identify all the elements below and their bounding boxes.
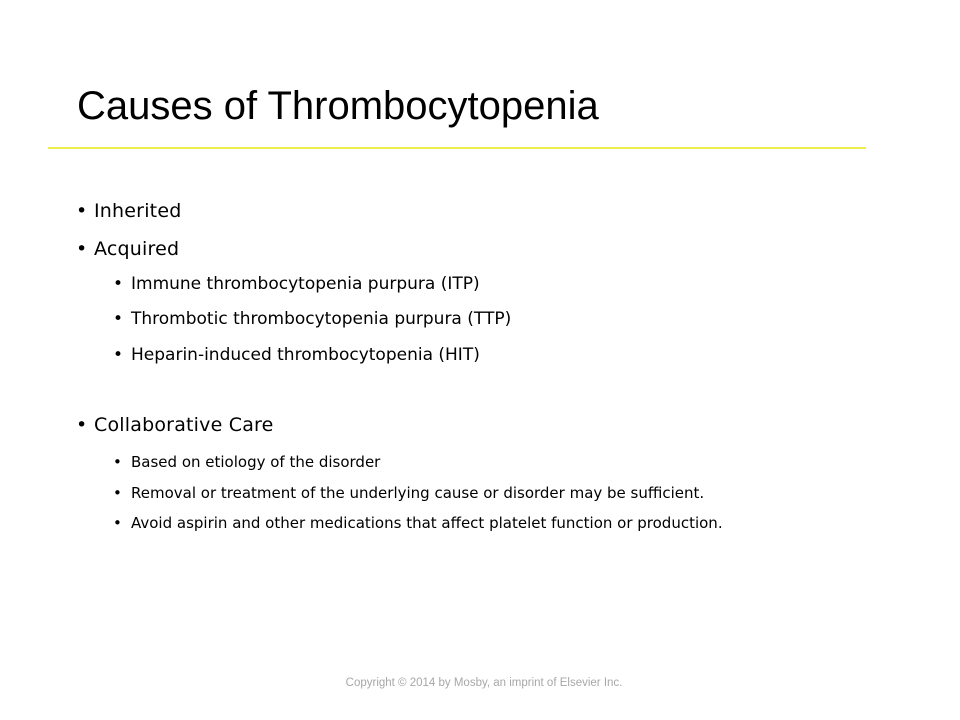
sub-bullet-hit <box>113 343 480 367</box>
sub-bullet-text: Based on etiology of the disorder <box>131 453 381 471</box>
bullet-dot-icon: • <box>113 309 124 329</box>
sub-bullet-removal <box>113 481 705 505</box>
sub-bullet-text: Avoid aspirin and other medications that affect platelet function or production. <box>131 514 723 532</box>
sub-bullet-itp <box>113 272 480 296</box>
sub-bullet-text: Removal or treatment of the underlying cause or disorder may be sufficient. <box>131 484 705 502</box>
sub-bullet-text: Immune thrombocytopenia purpura (ITP) <box>131 274 480 294</box>
bullet-dot-icon: • <box>113 453 122 471</box>
bullet-dot-icon: • <box>113 345 124 365</box>
bullet-text: Acquired <box>94 238 180 260</box>
bullet-acquired <box>76 236 180 262</box>
bullet-inherited <box>76 198 182 224</box>
bullet-collaborative-care <box>76 412 274 438</box>
bullet-dot-icon: • <box>76 200 88 222</box>
bullet-dot-icon: • <box>113 274 124 294</box>
sub-bullet-text: Thrombotic thrombocytopenia purpura (TTP) <box>131 309 512 329</box>
title-divider <box>48 147 866 149</box>
bullet-dot-icon: • <box>76 238 88 260</box>
copyright-text: Copyright © 2014 by Mosby, an imprint of Elsevier Inc. <box>345 677 623 689</box>
sub-bullet-text: Heparin-induced thrombocytopenia (HIT) <box>131 345 480 365</box>
copyright-footer <box>0 677 960 689</box>
bullet-dot-icon: • <box>113 484 122 502</box>
bullet-dot-icon: • <box>113 514 122 532</box>
slide-title: Causes of Thrombocytopenia <box>77 84 599 128</box>
bullet-text: Collaborative Care <box>94 414 274 436</box>
sub-bullet-ttp <box>113 307 512 331</box>
bullet-dot-icon: • <box>76 414 88 436</box>
sub-bullet-avoid-aspirin <box>113 511 831 535</box>
sub-bullet-etiology <box>113 450 381 474</box>
bullet-text: Inherited <box>94 200 182 222</box>
